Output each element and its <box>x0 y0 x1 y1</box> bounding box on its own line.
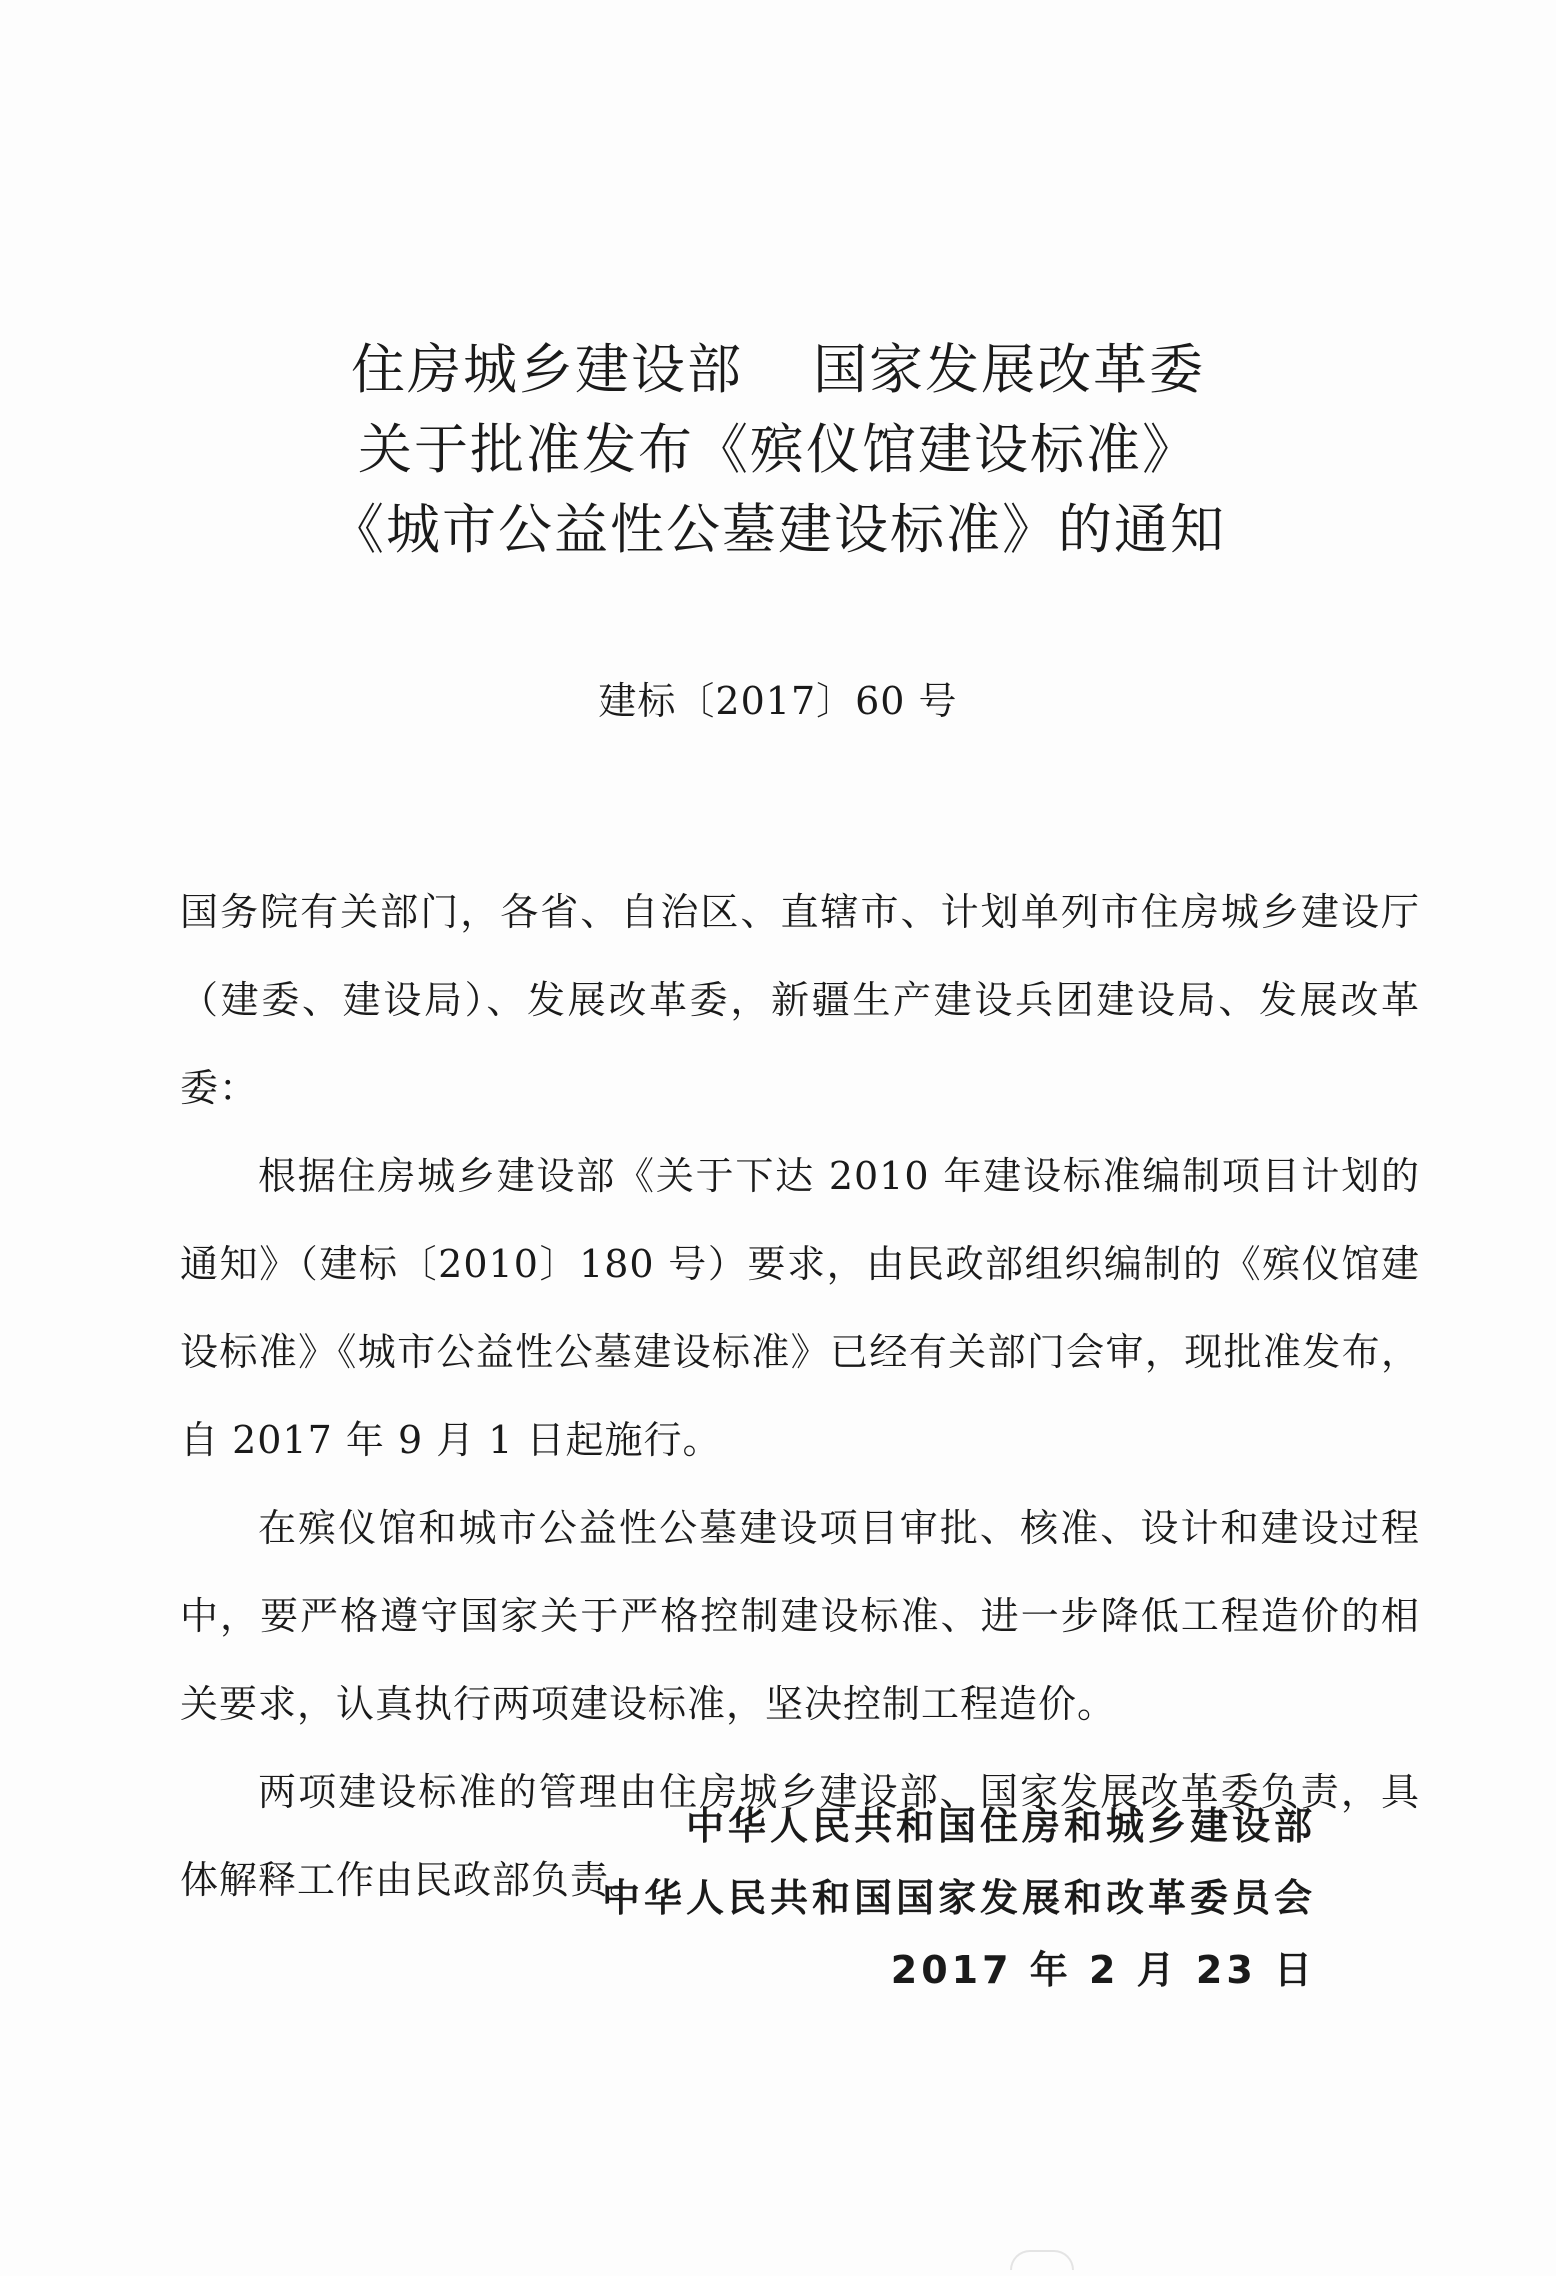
addressee-paragraph: 国务院有关部门，各省、自治区、直辖市、计划单列市住房城乡建设厅（建委、建设局）、发展改革委，新疆生产建设兵团建设局、发展改革委： <box>180 890 1420 1110</box>
title-line-2: 关于批准发布《殡仪馆建设标准》 <box>358 418 1198 481</box>
title-issuer-1: 住房城乡建设部 <box>351 338 743 401</box>
signing-organization-2: 中华人民共和国国家发展和改革委员会 <box>601 1876 1316 1920</box>
body-paragraph-2: 在殡仪馆和城市公益性公墓建设项目审批、核准、设计和建设过程中，要严格遵守国家关于严格控制建设标准、进一步降低工程造价的相关要求，认真执行两项建设标准，坚决控制工程造价。 <box>180 1506 1420 1726</box>
document-number: 建标〔2017〕60 号 <box>598 679 958 723</box>
signing-organization-1: 中华人民共和国住房和城乡建设部 <box>685 1804 1316 1848</box>
title-issuer-2: 国家发展改革委 <box>813 338 1205 401</box>
signature-block <box>602 1790 1316 2006</box>
signing-date: 2017 年 2 月 23 日 <box>890 1948 1316 1992</box>
body-paragraph-3: 两项建设标准的管理由住房城乡建设部、国家发展改革委负责，具体解释工作由民政部负责。 <box>180 1770 1420 1902</box>
page-edge-mark <box>1010 2250 1074 2270</box>
notice-title <box>0 330 1556 570</box>
title-line-1 <box>0 330 1556 410</box>
title-line-3: 《城市公益性公墓建设标准》的通知 <box>330 498 1226 561</box>
notice-body <box>180 868 1420 1924</box>
body-paragraph-1: 根据住房城乡建设部《关于下达 2010 年建设标准编制项目计划的通知》（建标〔2010〕180 号）要求，由民政部组织编制的《殡仪馆建设标准》《城市公益性公墓建设标准》已经有关部门会审，现批准发布，自 2017 年 9 月 1 日起施行。 <box>180 1154 1420 1462</box>
